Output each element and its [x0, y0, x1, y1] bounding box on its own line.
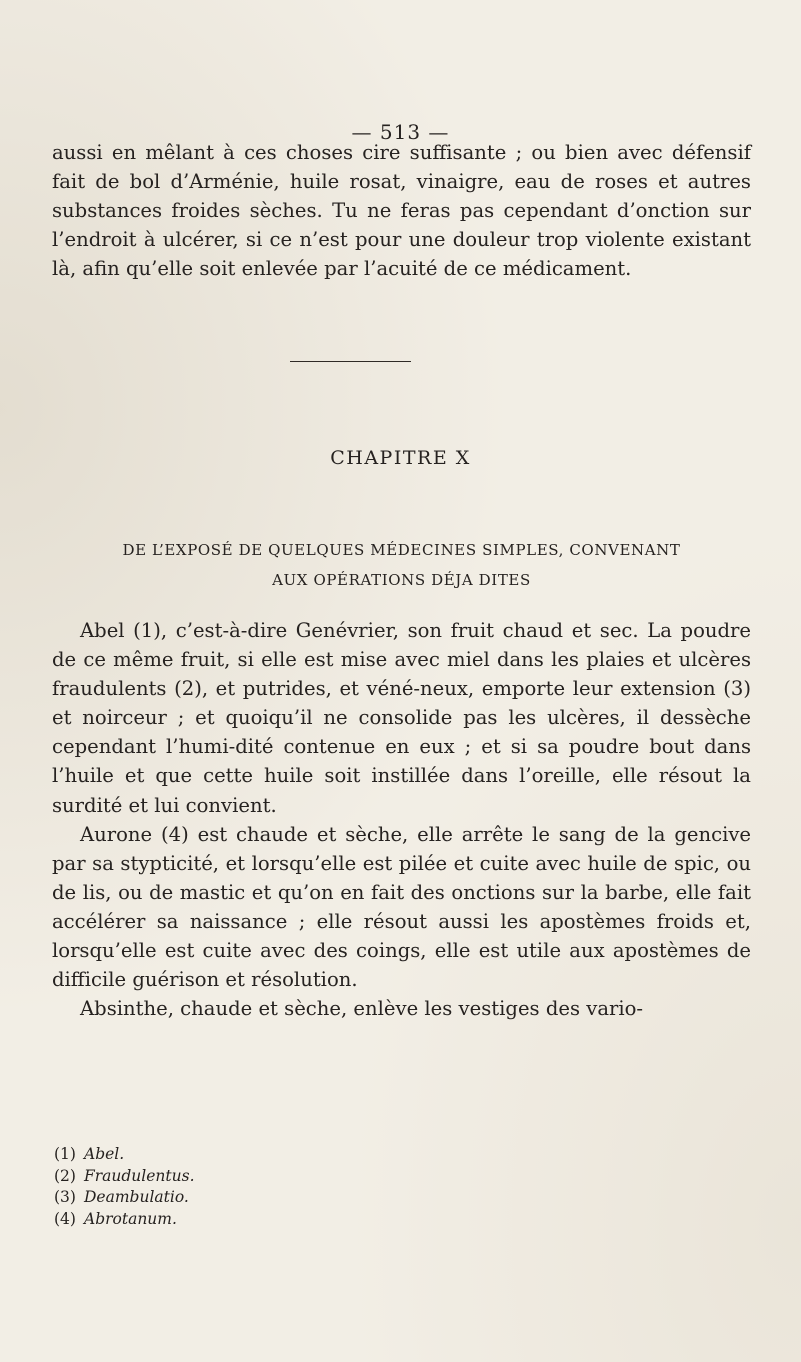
chapter-title: CHAPITRE X [330, 447, 471, 469]
footnote [54, 1166, 195, 1188]
footnote-text: Fraudulentus. [84, 1166, 195, 1185]
paragraph-aurone: Aurone (4) est chaude et sèche, elle arrête le sang de la gencive par sa stypticité, et lorsqu’elle est pilée et cuite avec huile de spic, ou de lis, ou de mastic et qu’on en fait des onctions sur la barbe, elle fait accélérer sa naissance ; elle résout aussi les apostèmes froids et, lorsqu’elle est cuite avec des coings, elle est utile aux apostèmes de difficile guérison et résolution. [52, 822, 751, 992]
footnote-text: Abel. [84, 1145, 125, 1163]
footnote [54, 1209, 195, 1231]
section-divider [290, 361, 411, 362]
footnote-number: (1) [54, 1145, 76, 1163]
footnote [54, 1144, 195, 1166]
chapter-subtitle [52, 535, 751, 595]
chapter-subtitle-line-1: DE L’EXPOSÉ DE QUELQUES MÉDECINES SIMPLES, CONVENANT [122, 541, 681, 559]
footnote [54, 1187, 195, 1209]
footnote-number: (2) [54, 1166, 76, 1185]
paragraph-abel: Abel (1), c’est-à-dire Genévrier, son fruit chaud et sec. La poudre de ce même fruit, si elle est mise avec miel dans les plaies et ulcères fraudulents (2), et putrides, et véné-neux, emporte leur extension (3) et noirceur ; et quoiqu’il ne consolide pas les ulcères, il dessèche cependant l’humi-dité contenue en eux ; et si sa poudre bout dans l’huile et que cette huile soit instillée dans l’oreille, elle résout la surdité et lui convient. [52, 619, 751, 817]
page-number: — 513 — [351, 120, 450, 144]
chapter-subtitle-line-2: AUX OPÉRATIONS DÉJA DITES [272, 571, 531, 589]
footnote-number: (3) [54, 1188, 76, 1207]
footnote-number: (4) [54, 1210, 76, 1229]
footnotes [54, 1144, 195, 1231]
intro-paragraph: aussi en mêlant à ces choses cire suffisante ; ou bien avec défensif fait de bol d’Arménie, huile rosat, vinaigre, eau de roses et autres substances froides sèches. Tu ne feras pas cependant d’onction sur l’endroit à ulcérer, si ce n’est pour une douleur trop violente existant là, afin qu’elle soit enlevée par l’acuité de ce médicament. [52, 141, 751, 281]
paragraph-absinthe: Absinthe, chaude et sèche, enlève les vestiges des vario- [80, 997, 644, 1021]
chapter-body [52, 616, 751, 1023]
footnote-text: Deambulatio. [84, 1188, 189, 1207]
footnote-text: Abrotanum. [84, 1210, 177, 1229]
